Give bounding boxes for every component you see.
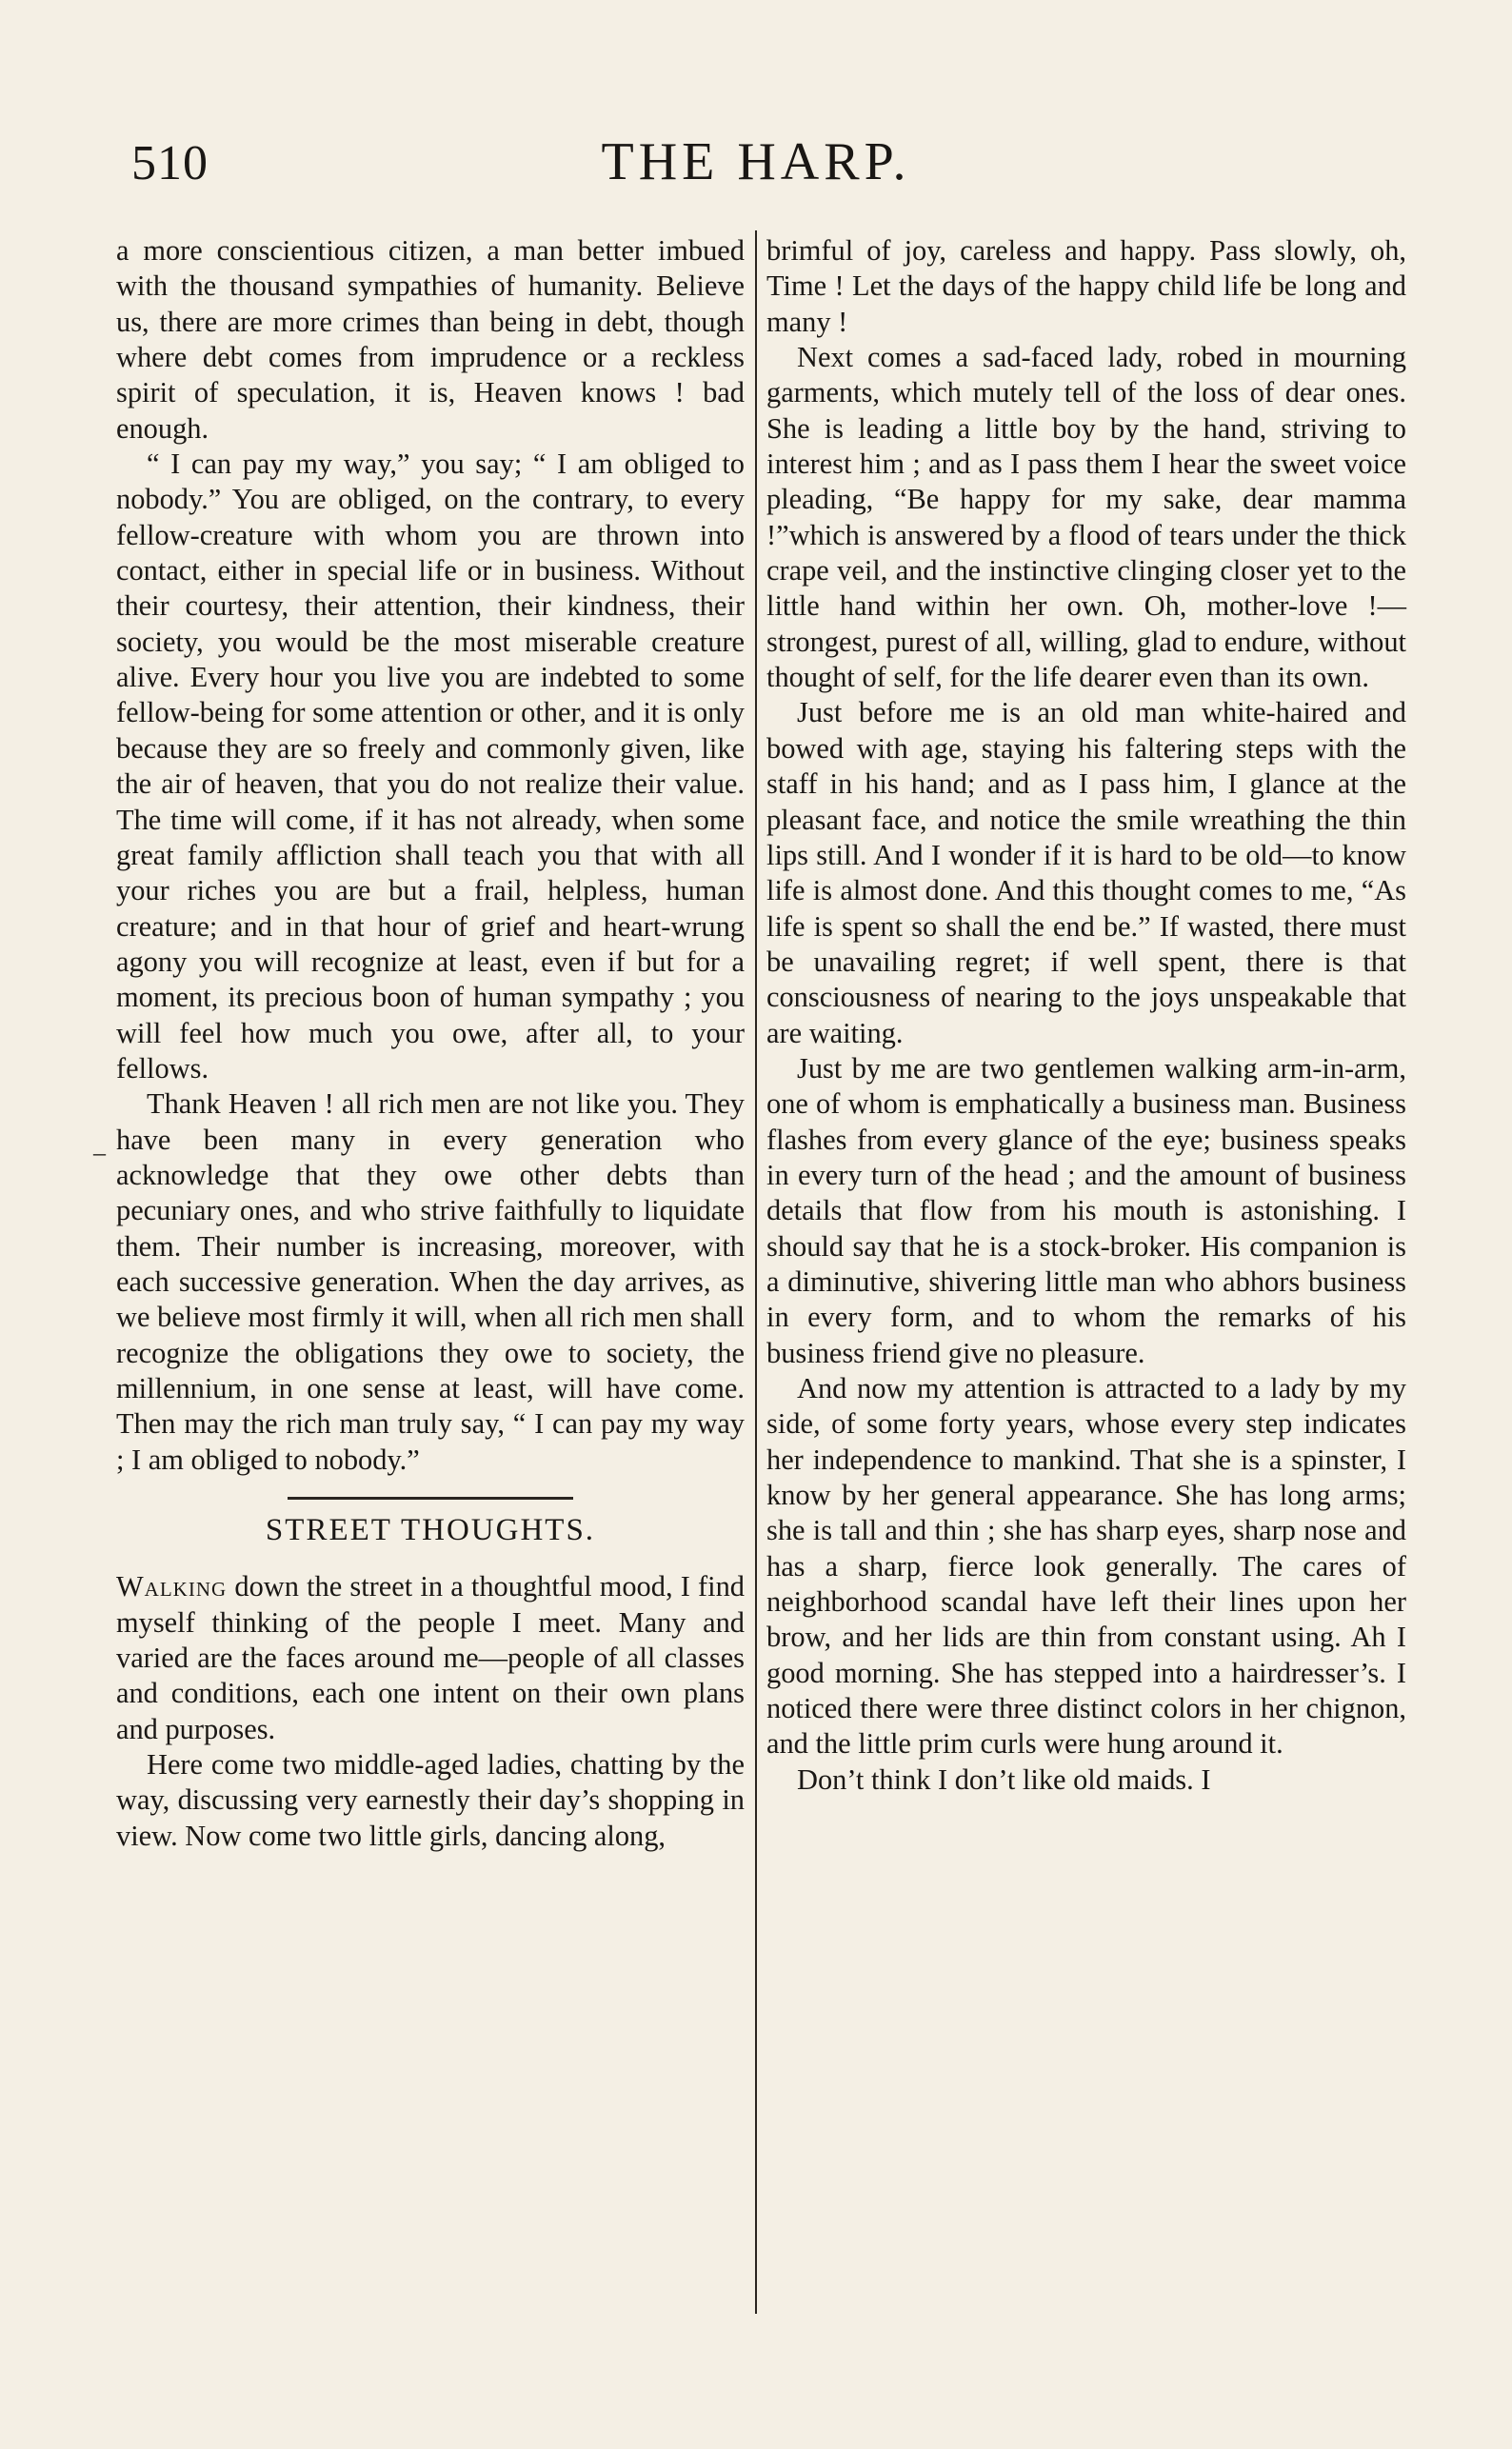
paragraph: Thank Heaven ! all rich men are not like you. They have been many in every generation who acknowledge that they owe other debts than pecuniary ones, and who strive faithfully to liquidate them. Their number is increasing, moreover, with each successive generation. When the day arrives, as we believe most firmly it will, when all rich men shall recognize the obligations they owe to society, the millennium, in one sense at least, will have come. Then may the rich man truly say, “ I can pay my way ; I am obliged to nobody.” <box>116 1087 745 1476</box>
running-title: THE HARP. <box>601 132 911 191</box>
left-column <box>116 233 745 1854</box>
section-heading: STREET THOUGHTS. <box>265 1513 596 1548</box>
paragraph: Just before me is an old man white-haired and bowed with age, staying his faltering steps with the staff in his hand; and as I pass him, I glance at the pleasant face, and notice the smile wreathing the thin lips still. And I wonder if it is hard to be old—to know life is almost done. And this thought comes to me, “As life is spent so shall the end be.” If wasted, there must be unavailing regret; if well spent, there is that consciousness of nearing to the joys unspeakable that are waiting. <box>766 696 1406 1049</box>
paragraph: a more conscientious citizen, a man better imbued with the thousand sympathies of humanity. Believe us, there are more crimes than being in debt, though where debt comes from imprudence or a reckless spirit of speculation, it is, Heaven knows ! bad enough. <box>116 234 745 445</box>
opening-word: Walking <box>116 1570 228 1603</box>
paragraph: And now my attention is attracted to a lady by my side, of some forty years, whose every step indicates her independence to mankind. That she is a spinster, I know by her general appearance. She has long arms; she is tall and thin ; she has sharp eyes, sharp nose and has a sharp, fierce look generally. The cares of neighborhood scandal have left their lines upon her brow, and her lids are thin from constant using. Ah I good morning. She has stepped into a hairdresser’s. I noticed there were three distinct colors in her chignon, and the little prim curls were hung around it. <box>766 1372 1406 1761</box>
paragraph: Don’t think I don’t like old maids. I <box>797 1762 1211 1796</box>
paragraph: Here come two middle-aged ladies, chatting by the way, discussing very earnestly their day’s shopping in view. Now come two little girls, dancing along, <box>116 1748 745 1852</box>
paragraph: Just by me are two gentlemen walking arm-in-arm, one of whom is emphatically a business man. Business flashes from every glance of the eye; business speaks in every turn of the head ; and the amount of business details that flow from his mouth is astonishing. I should say that he is a stock-broker. His companion is a diminutive, shivering little man who abhors business in every form, and to whom the remarks of his business friend give no pleasure. <box>766 1051 1406 1369</box>
paragraph <box>116 1569 745 1747</box>
paragraph: “ I can pay my way,” you say; “ I am obliged to nobody.” You are obliged, on the contrary, to every fellow-creature with whom you are thrown into contact, either in special life or in business. Without their courtesy, their attention, their kindness, their society, you would be the most miserable creature alive. Every hour you live you are indebted to some fellow-being for some attention or other, and it is only because they are so freely and commonly given, like the air of heaven, that you do not realize their value. The time will come, if it has not already, when some great family affliction shall teach you that with all your riches you are but a frail, helpless, human creature; and in that hour of grief and heart-wrung agony you will recognize at least, even if but for a moment, its precious boon of human sympathy ; you will feel how much you owe, after all, to your fellows. <box>116 448 745 1085</box>
section-rule <box>288 1497 573 1500</box>
paragraph: brimful of joy, careless and happy. Pass slowly, oh, Time ! Let the days of the happy child life be long and many ! <box>766 234 1406 338</box>
paragraph: Next comes a sad-faced lady, robed in mourning garments, which mutely tell of the loss of dear ones. She is leading a little boy by the hand, striving to interest him ; and as I pass them I hear the sweet voice pleading, “Be happy for my sake, dear mamma !”which is answered by a flood of tears under the thick crape veil, and the instinctive clinging closer yet to the little hand within her own. Oh, mother-love !—strongest, purest of all, willing, glad to endure, without thought of self, for the life dearer even than its own. <box>766 341 1406 694</box>
margin-mark: – <box>93 1139 106 1166</box>
paragraph-text: down the street in a thoughtful mood, I find myself thinking of the people I meet. Many and varied are the faces around me—people of all classes and conditions, each one intent on their own plans and purposes. <box>116 1570 745 1745</box>
right-column <box>766 233 1406 1798</box>
column-rule <box>755 230 757 2314</box>
page-number: 510 <box>131 136 209 190</box>
